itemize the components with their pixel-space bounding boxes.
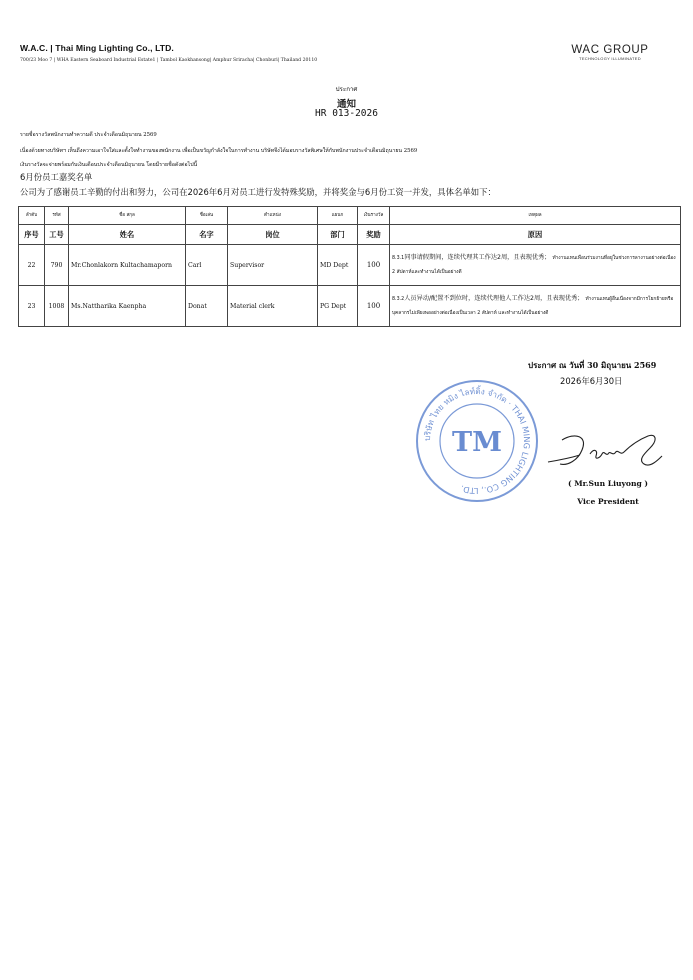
company-seal-stamp xyxy=(412,376,542,506)
cell-nickname: Carl xyxy=(186,245,228,286)
company-address: 700/23 Moo 7 | WHA Eastern Seaboard Industrial Estate1 | Tambol Kaokhansong| Amphur Sriracha| Chonburi| Thailand 20110 xyxy=(20,58,318,63)
cell-id: 1008 xyxy=(45,286,69,327)
cell-name: Mr.Chonlakorn Kultachamaporn xyxy=(69,245,186,286)
notice-reference: HR 013-2026 xyxy=(315,108,378,119)
cell-no: 23 xyxy=(19,286,45,327)
header-cn-reason: 原因 xyxy=(390,225,681,245)
cell-reason xyxy=(390,245,681,286)
reason-code: 8.3.1 xyxy=(392,256,405,261)
header-th-position: ตำแหน่ง xyxy=(228,207,318,225)
header-row-chinese xyxy=(19,225,681,245)
cell-name: Ms.Nattharika Kaenpha xyxy=(69,286,186,327)
handwritten-signature xyxy=(540,420,670,480)
company-name: W.A.C. | Thai Ming Lighting Co., LTD. xyxy=(20,43,174,53)
table-row xyxy=(19,286,681,327)
seal-center-text: TM xyxy=(452,427,502,458)
header-th-reward: เงินรางวัล xyxy=(358,207,390,225)
header-cn-dept: 部门 xyxy=(318,225,358,245)
cell-reward: 100 xyxy=(358,286,390,327)
cell-dept: MD Dept xyxy=(318,245,358,286)
reason-chinese: 同事请假期间，连续代理其工作达2周，且表现优秀； xyxy=(404,254,551,261)
reason-code: 8.3.2 xyxy=(392,297,405,302)
body-line-5: 公司为了感谢员工辛勤的付出和努力，公司在2026年6月对员工进行发特殊奖励，并将奖金与6月份工资一并发，具体名单如下： xyxy=(20,187,496,197)
seal-ring-text: บริษัท ไทย หมิง ไลท์ติ้ง จำกัด · THAI MING LIGHTING CO., LTD. xyxy=(421,385,533,497)
header-th-no: ลำดับ xyxy=(19,207,45,225)
header-th-nickname: ชื่อเล่น xyxy=(186,207,228,225)
body-line-3: เงินรางวัลจะจ่ายพร้อมกับเงินเดือนประจำเดือนมิถุนายน โดยมีรายชื่อดังต่อไปนี้ xyxy=(20,162,198,168)
cell-id: 790 xyxy=(45,245,69,286)
table-row xyxy=(19,245,681,286)
header-row-thai xyxy=(19,207,681,225)
header-cn-reward: 奖励 xyxy=(358,225,390,245)
reason-chinese: 人员异动/配置不到位时，连续代理他人工作达2周，且表现优秀； xyxy=(404,295,584,302)
logo-tagline: TECHNOLOGY ILLUMINATED xyxy=(579,56,641,61)
header-cn-name: 姓名 xyxy=(69,225,186,245)
cell-dept: PG Dept xyxy=(318,286,358,327)
reason-thai: ทำงานแทนผู้อื่นเนื่องจากมีการโยกย้ายหรือบุคลากรไม่เพียงพออย่างต่อเนื่องเป็นเวลา 2 สัปดาห์ และทำงานได้เป็นอย่างดี xyxy=(392,297,674,316)
wac-group-logo xyxy=(560,44,660,61)
header-th-id: รหัส xyxy=(45,207,69,225)
cell-reason xyxy=(390,286,681,327)
notice-label-chinese: 通知 xyxy=(336,99,356,110)
header-th-name: ชื่อ สกุล xyxy=(69,207,186,225)
header-th-dept: แผนก xyxy=(318,207,358,225)
signer-name: ( Mr.Sun Liuyong ) xyxy=(567,479,649,488)
header-cn-nickname: 名字 xyxy=(186,225,228,245)
notice-label-thai: ประกาศ xyxy=(335,86,358,93)
cell-nickname: Donat xyxy=(186,286,228,327)
announcement-date-chinese: 2026年6月30日 xyxy=(560,376,623,386)
award-table xyxy=(18,206,681,327)
cell-reward: 100 xyxy=(358,245,390,286)
body-line-2: เนื่องด้วยทางบริษัทฯ เห็นถึงความเอาใจใส่และตั้งใจทำงานของพนักงาน เพื่อเป็นขวัญกำลังใจในการทำงาน บริษัทจึงได้มอบรางวัลพิเศษให้กับพนักงานประจำเดือนมิถุนายน 2569 xyxy=(20,148,418,154)
body-line-4: 6月份员工嘉奖名单 xyxy=(20,172,93,182)
logo-main-text: WAC GROUP xyxy=(571,44,649,56)
header-cn-id: 工号 xyxy=(45,225,69,245)
cell-position: Material clerk xyxy=(228,286,318,327)
header-cn-position: 岗位 xyxy=(228,225,318,245)
announcement-date-thai: ประกาศ ณ วันที่ 30 มิถุนายน 2569 xyxy=(528,360,657,370)
header-cn-no: 序号 xyxy=(19,225,45,245)
reason-thai: ทำงานแทนเพื่อนร่วมงานที่อยู่ในช่วงการลางานอย่างต่อเนื่อง 2 สัปดาห์และทำงานได้เป็นอย่างดี xyxy=(392,256,676,275)
header-th-reason: เหตุผล xyxy=(390,207,681,225)
cell-position: Supervisor xyxy=(228,245,318,286)
signer-title: Vice President xyxy=(577,497,639,506)
body-line-1: รายชื่อรางวัลพนักงานทำความดี ประจำเดือนมิถุนายน 2569 xyxy=(20,132,157,138)
cell-no: 22 xyxy=(19,245,45,286)
